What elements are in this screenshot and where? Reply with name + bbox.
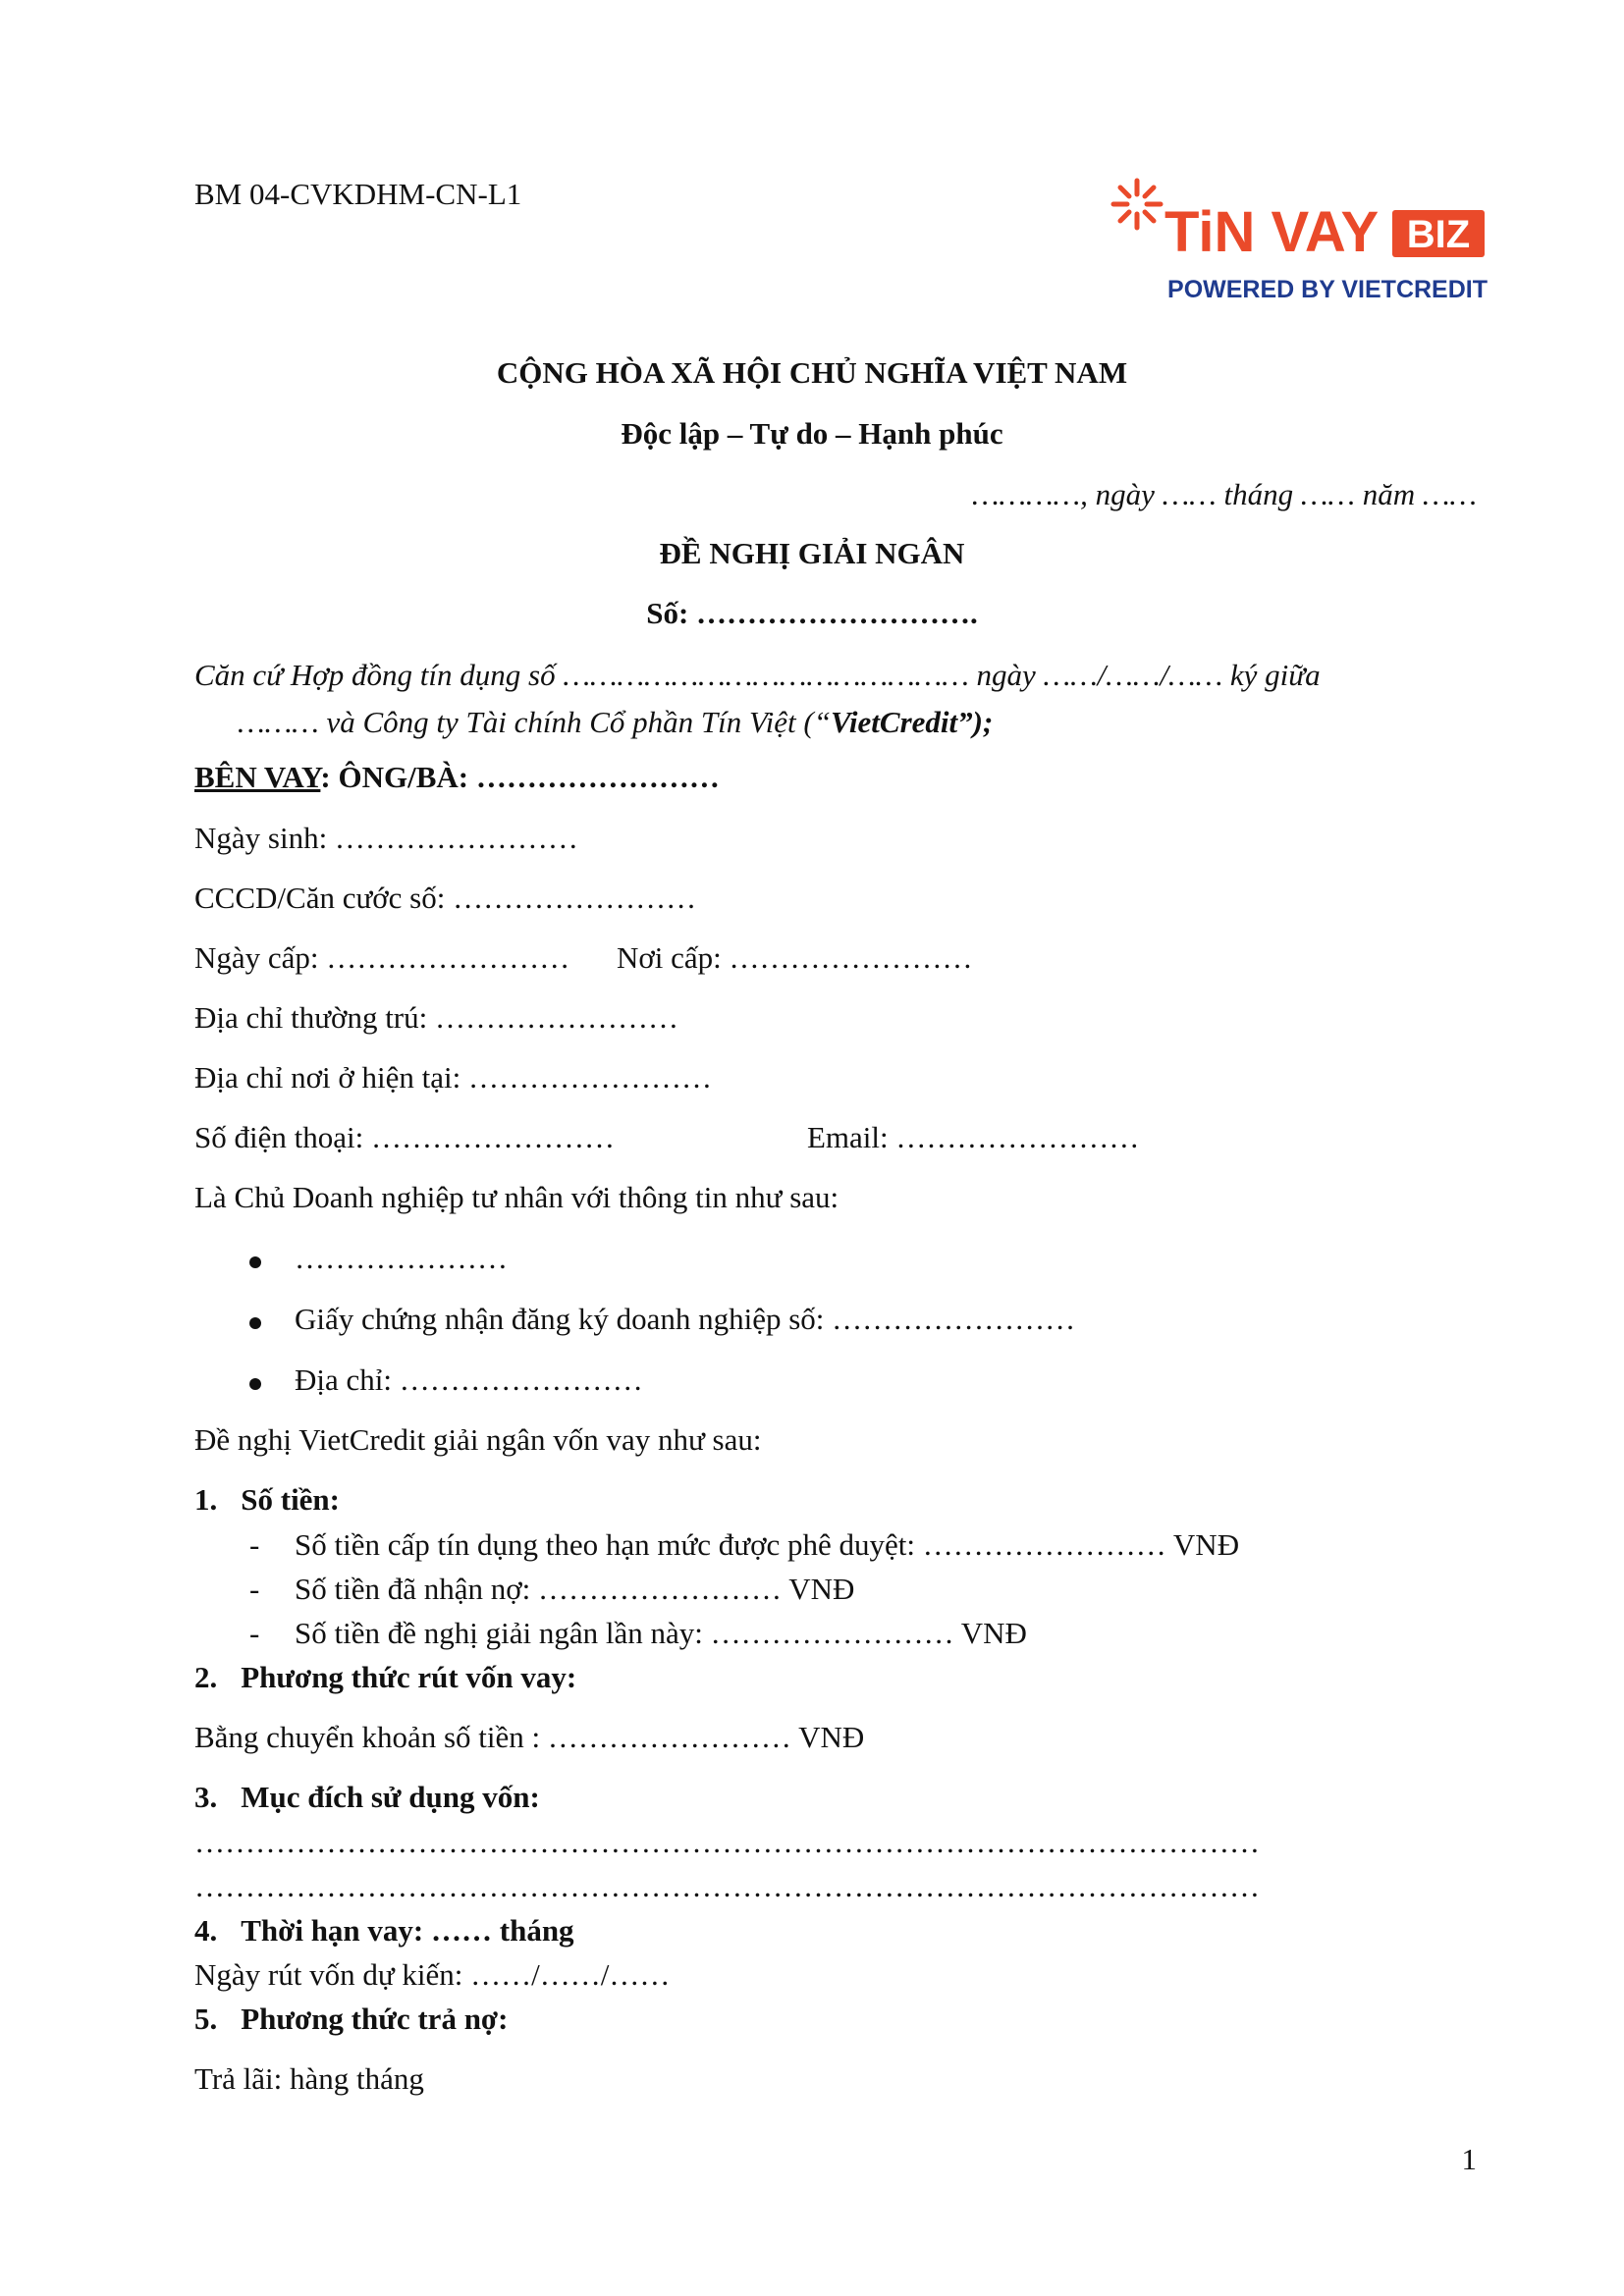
section-4-heading [194,1913,574,1949]
logo-tagline: POWERED BY VIETCREDIT [1167,276,1488,303]
request-intro: Đề nghị VietCredit giải ngân vốn vay như sau: [194,1422,762,1457]
basis-paragraph [194,652,1476,746]
basis-vietcredit: VietCredit”); [830,705,994,739]
amount-item: Số tiền đã nhận nợ: …………………… VNĐ [295,1572,855,1606]
form-code: BM 04-CVKDHM-CN-L1 [194,177,522,211]
business-item: ………………… [295,1241,508,1275]
issue-place-field: Nơi cấp: …………………… [617,940,973,975]
basis-line-1: Căn cứ Hợp đồng tín dụng số ……………………………………… ngày ……/……/…… ký giữa [194,658,1321,692]
page-number: 1 [1461,2142,1477,2176]
transfer-amount-field: Bằng chuyển khoản số tiền : …………………… VNĐ [194,1720,865,1754]
document-number: Số: ………………………. [646,596,978,630]
section-5-heading [194,2002,508,2037]
section-number: 4. [194,1913,218,1948]
section-3-heading [194,1780,540,1815]
section-number: 3. [194,1780,218,1814]
current-address-field: Địa chỉ nơi ở hiện tại: …………………… [194,1060,712,1095]
date-line: …………, ngày …… tháng …… năm …… [971,477,1477,511]
bullet-icon [249,1317,261,1329]
national-title: CỘNG HÒA XÃ HỘI CHỦ NGHĨA VIỆT NAM [496,355,1128,390]
dash-icon: - [249,1616,260,1650]
document-title: ĐỀ NGHỊ GIẢI NGÂN [659,536,965,570]
section-title: Phương thức trả nợ: [241,2002,509,2036]
national-motto: Độc lập – Tự do – Hạnh phúc [621,416,1003,451]
sunburst-icon [1113,181,1161,228]
section-title: Số tiền: [241,1482,340,1517]
id-number-field: CCCD/Căn cước số: …………………… [194,881,697,915]
business-item: Địa chỉ: …………………… [295,1362,643,1397]
basis-line-2-text: ……… và Công ty Tài chính Cổ phần Tín Việt (“ [238,705,831,739]
expected-withdrawal-date: Ngày rút vốn dự kiến: ……/……/…… [194,1957,671,1992]
bullet-icon [249,1256,261,1268]
phone-field: Số điện thoại: …………………… [194,1120,615,1154]
bullet-icon [249,1378,261,1390]
amount-item: Số tiền đề nghị giải ngân lần này: …………………… VNĐ [295,1616,1027,1650]
tinvay-biz-logo [1108,175,1490,312]
dash-icon: - [249,1527,260,1562]
logo-badge: BIZ [1406,213,1471,256]
section-title: Phương thức rút vốn vay: [241,1660,577,1694]
section-number: 1. [194,1482,218,1517]
borrower-heading [194,760,720,795]
section-number: 5. [194,2002,218,2036]
basis-line-2 [194,699,1476,746]
business-item: Giấy chứng nhận đăng ký doanh nghiệp số: …………………… [295,1302,1076,1336]
section-title: Mục đích sử dụng vốn: [241,1780,540,1814]
borrower-name-field: : ÔNG/BÀ: …………………… [320,760,720,794]
purpose-line: …………………………………………………………………………………………… [194,1869,1260,1903]
email-field: Email: …………………… [807,1120,1140,1154]
borrower-label: BÊN VAY [194,760,321,794]
section-number: 2. [194,1660,218,1694]
dash-icon: - [249,1572,260,1606]
repayment-interest: Trả lãi: hàng tháng [194,2061,424,2096]
permanent-address-field: Địa chỉ thường trú: …………………… [194,1000,678,1035]
section-title: Thời hạn vay: …… tháng [241,1913,574,1948]
owner-intro: Là Chủ Doanh nghiệp tư nhân với thông tin như sau: [194,1180,839,1214]
dob-field: Ngày sinh: …………………… [194,821,578,855]
issue-date-field: Ngày cấp: …………………… [194,940,570,975]
amount-item: Số tiền cấp tín dụng theo hạn mức được phê duyệt: …………………… VNĐ [295,1527,1240,1562]
logo-brand: TiN VAY [1164,200,1380,264]
section-1-heading [194,1482,340,1518]
purpose-line: …………………………………………………………………………………………… [194,1825,1260,1859]
section-2-heading [194,1660,576,1695]
